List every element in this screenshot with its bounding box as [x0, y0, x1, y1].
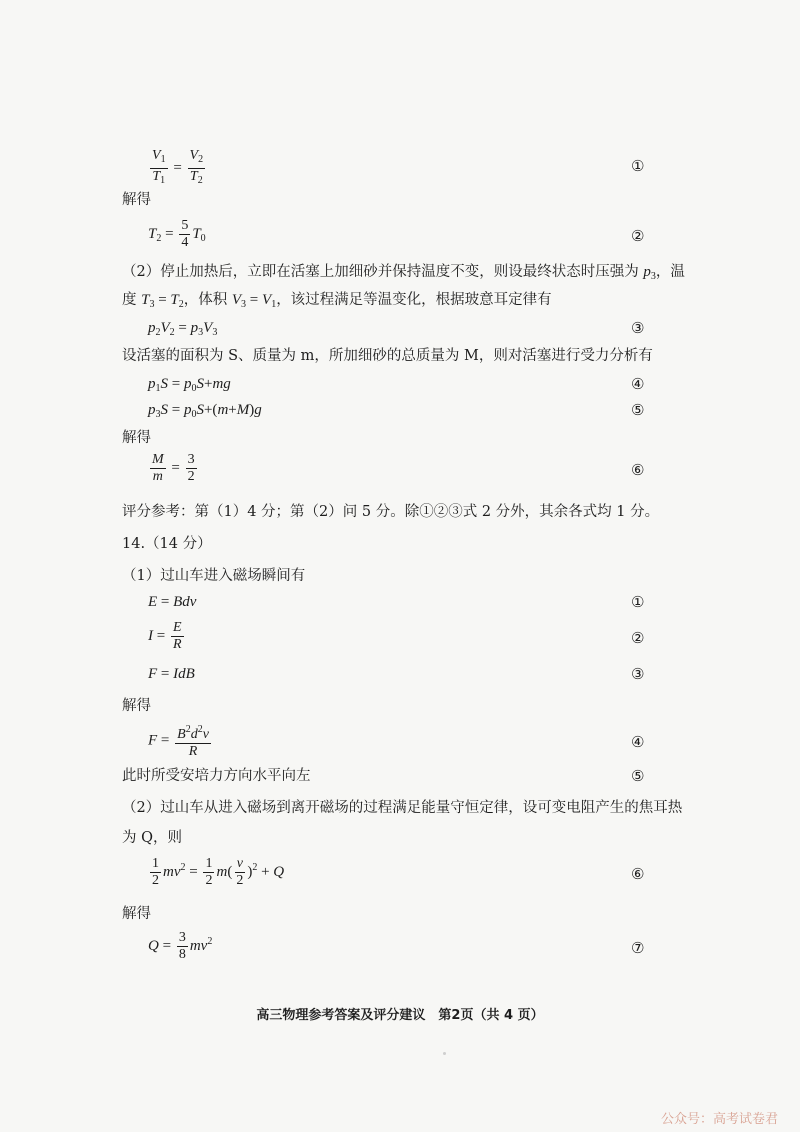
mark-4: ④	[631, 375, 645, 393]
equation-emf: E = Bdv	[148, 594, 197, 610]
mark-3: ③	[631, 319, 645, 337]
page-footer: 高三物理参考答案及评分建议 第2页（共 4 页）	[256, 1008, 544, 1023]
watermark: 公众号：高考试卷君	[660, 1112, 778, 1127]
q14-part2-intro: （2）过山车从进入磁场到离开磁场的过程满足能量守恒定律，设可变电阻产生的焦耳热	[122, 800, 683, 816]
mark-14-5: ⑤	[631, 767, 645, 785]
q14-part1-intro: （1）过山车进入磁场瞬间有	[122, 568, 306, 584]
area-line: 设活塞的面积为 S、质量为 m，所加细砂的总质量为 M，则对活塞进行受力分析有	[122, 348, 653, 364]
part2-volume-label: ，体积	[183, 292, 228, 308]
part2-intro-line2: 度 $T_3 = T_2$，体积 $V_3 = V_1$，该过程满足等温变化，根据玻意耳定律有	[122, 292, 552, 310]
solve-label: 解得	[122, 430, 151, 446]
mark-14-7: ⑦	[631, 939, 645, 957]
part2-intro-tail: ，温	[655, 264, 685, 280]
mark-14-2: ②	[631, 629, 645, 647]
equation-force-ampere: F = IdB	[148, 666, 195, 682]
mark-14-3: ③	[631, 665, 645, 683]
mark-14-1: ①	[631, 593, 645, 611]
part2-intro: （2）停止加热后，立即在活塞上加细砂并保持温度不变，则设最终状态时压强为 $p_3$，温	[122, 264, 685, 282]
solve-label: 解得	[122, 906, 151, 922]
mark-14-4: ④	[631, 733, 645, 751]
equation-mass-ratio: $\frac{M}{m}$ = $\frac{3}{2}$	[152, 452, 195, 484]
scan-speck	[443, 1052, 446, 1055]
equation-current: I = $\frac{E}{R}$	[148, 620, 182, 652]
equation-energy: $\frac{1}{2}$ $mv^2$ = $\frac{1}{2}$ m( $\frac{v}{2}$ )$^2$ + Q	[152, 856, 285, 888]
equation-force-1: $p_1S = p_0S+mg$	[148, 376, 231, 394]
part2-law: ，该过程满足等温变化，根据玻意耳定律有	[276, 292, 552, 308]
mark-2: ②	[631, 227, 645, 245]
equation-heat: Q = $\frac{3}{8}$ $mv^2$	[148, 930, 213, 962]
q14-part2-intro-2: 为 Q，则	[122, 830, 182, 846]
equation-charles: $\frac{V_1}{T_1}$ = $\frac{V_2}{T_2}$	[152, 148, 204, 186]
solve-label: 解得	[122, 698, 151, 714]
mark-5: ⑤	[631, 401, 645, 419]
equation-boyle: $p_2V_2 = p_3V_3$	[148, 320, 218, 338]
question-14-heading: 14.（14 分）	[122, 536, 212, 552]
mark-14-6: ⑥	[631, 865, 645, 883]
equation-force-result: F = $\frac{B^2d^2v}{R}$	[148, 724, 209, 759]
force-direction: 此时所受安培力方向水平向左	[122, 768, 311, 784]
part2-deg: 度	[122, 292, 137, 308]
mark-6: ⑥	[631, 461, 645, 479]
equation-t2: $T_2$ = $\frac{5}{4}$ $T_0$	[148, 218, 206, 250]
mark-1: ①	[631, 157, 645, 175]
scoring-note: 评分参考：第（1）4 分；第（2）问 5 分。除①②③式 2 分外，其余各式均 1 分。	[122, 504, 660, 520]
solve-label: 解得	[122, 192, 151, 208]
equation-force-2: $p_3S = p_0S+(m+M)g$	[148, 402, 262, 420]
part2-intro-text: （2）停止加热后，立即在活塞上加细砂并保持温度不变，则设最终状态时压强为	[122, 264, 639, 280]
